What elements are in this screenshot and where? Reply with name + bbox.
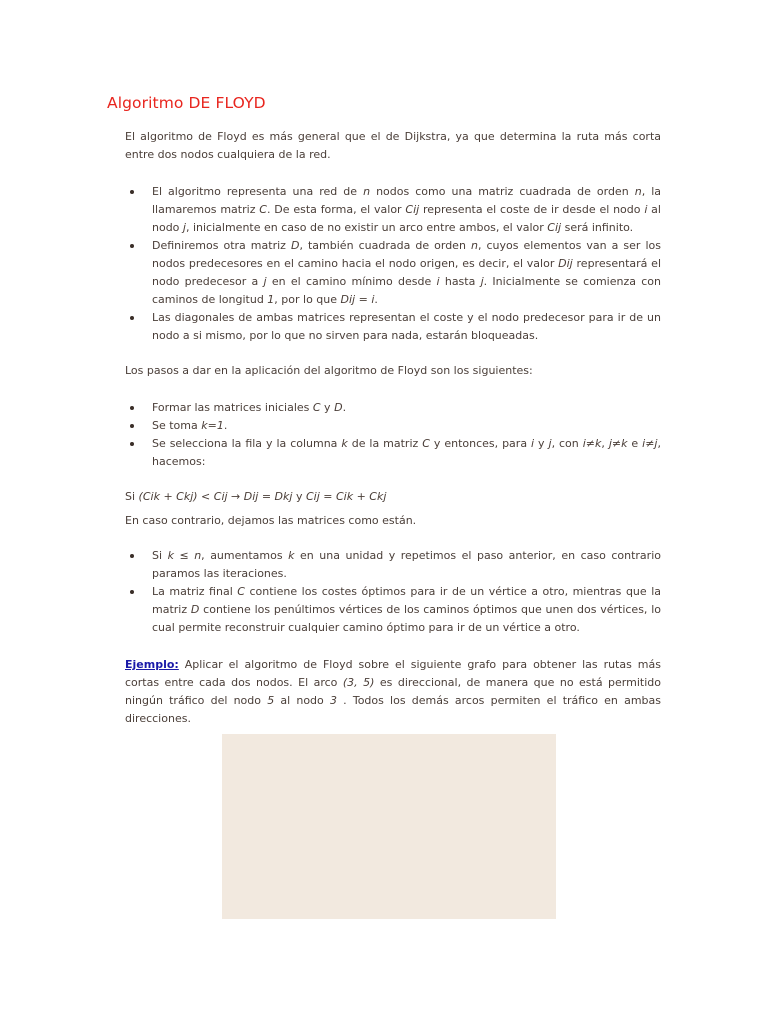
otherwise-paragraph: En caso contrario, dejamos las matrices como están.: [125, 514, 417, 527]
algorithm-bullets: [125, 183, 661, 345]
list-item: La matriz final C contiene los costes óptimos para ir de un vértice a otro, mientras que la matriz D contiene los penúltimos vértices de los caminos óptimos que unen dos vértices, lo cual permite reconstruir cualquier camino óptimo para ir de un vértice a otro.: [125, 583, 661, 637]
page-title: Algoritmo DE FLOYD: [107, 94, 266, 112]
steps-intro: Los pasos a dar en la aplicación del algoritmo de Floyd son los siguientes:: [125, 364, 533, 377]
floyd-formula: Si (Cik + Ckj) < Cij → Dij = Dkj y Cij = Cik + Ckj: [125, 490, 387, 503]
list-item: Formar las matrices iniciales C y D.: [125, 399, 661, 417]
graph-figure-placeholder: [222, 734, 556, 919]
final-bullets: [125, 547, 661, 637]
example-paragraph: Ejemplo: Aplicar el algoritmo de Floyd sobre el siguiente grafo para obtener las rutas más cortas entre cada dos nodos. El arco (3, 5) es direccional, de manera que no está permitido ningún tráfico del nodo 5 al nodo 3 . Todos los demás arcos permiten el tráfico en ambas direcciones.: [125, 658, 662, 725]
list-item: Si k ≤ n, aumentamos k en una unidad y repetimos el paso anterior, en caso contrario paramos las iteraciones.: [125, 547, 661, 583]
list-item: Definiremos otra matriz D, también cuadrada de orden n, cuyos elementos van a ser los nodos predecesores en el camino hacia el nodo origen, es decir, el valor Dij representará el nodo predecesor a j en el camino mínimo desde i hasta j. Inicialmente se comienza con caminos de longitud 1, por lo que Dij = i.: [125, 237, 661, 309]
intro-paragraph: El algoritmo de Floyd es más general que el de Dijkstra, ya que determina la ruta más corta entre dos nodos cualquiera de la red.: [125, 130, 661, 161]
list-item: Se selecciona la fila y la columna k de la matriz C y entonces, para i y j, con i≠k, j≠k e i≠j, hacemos:: [125, 435, 661, 471]
list-item: Las diagonales de ambas matrices representan el coste y el nodo predecesor para ir de un nodo a si mismo, por lo que no sirven para nada, estarán bloqueadas.: [125, 309, 661, 345]
list-item: El algoritmo representa una red de n nodos como una matriz cuadrada de orden n, la llamaremos matriz C. De esta forma, el valor Cij representa el coste de ir desde el nodo i al nodo j, inicialmente en caso de no existir un arco entre ambos, el valor Cij será infinito.: [125, 183, 661, 237]
list-item: Se toma k=1.: [125, 417, 661, 435]
steps-bullets: [125, 399, 661, 471]
example-link[interactable]: Ejemplo:: [125, 658, 179, 671]
